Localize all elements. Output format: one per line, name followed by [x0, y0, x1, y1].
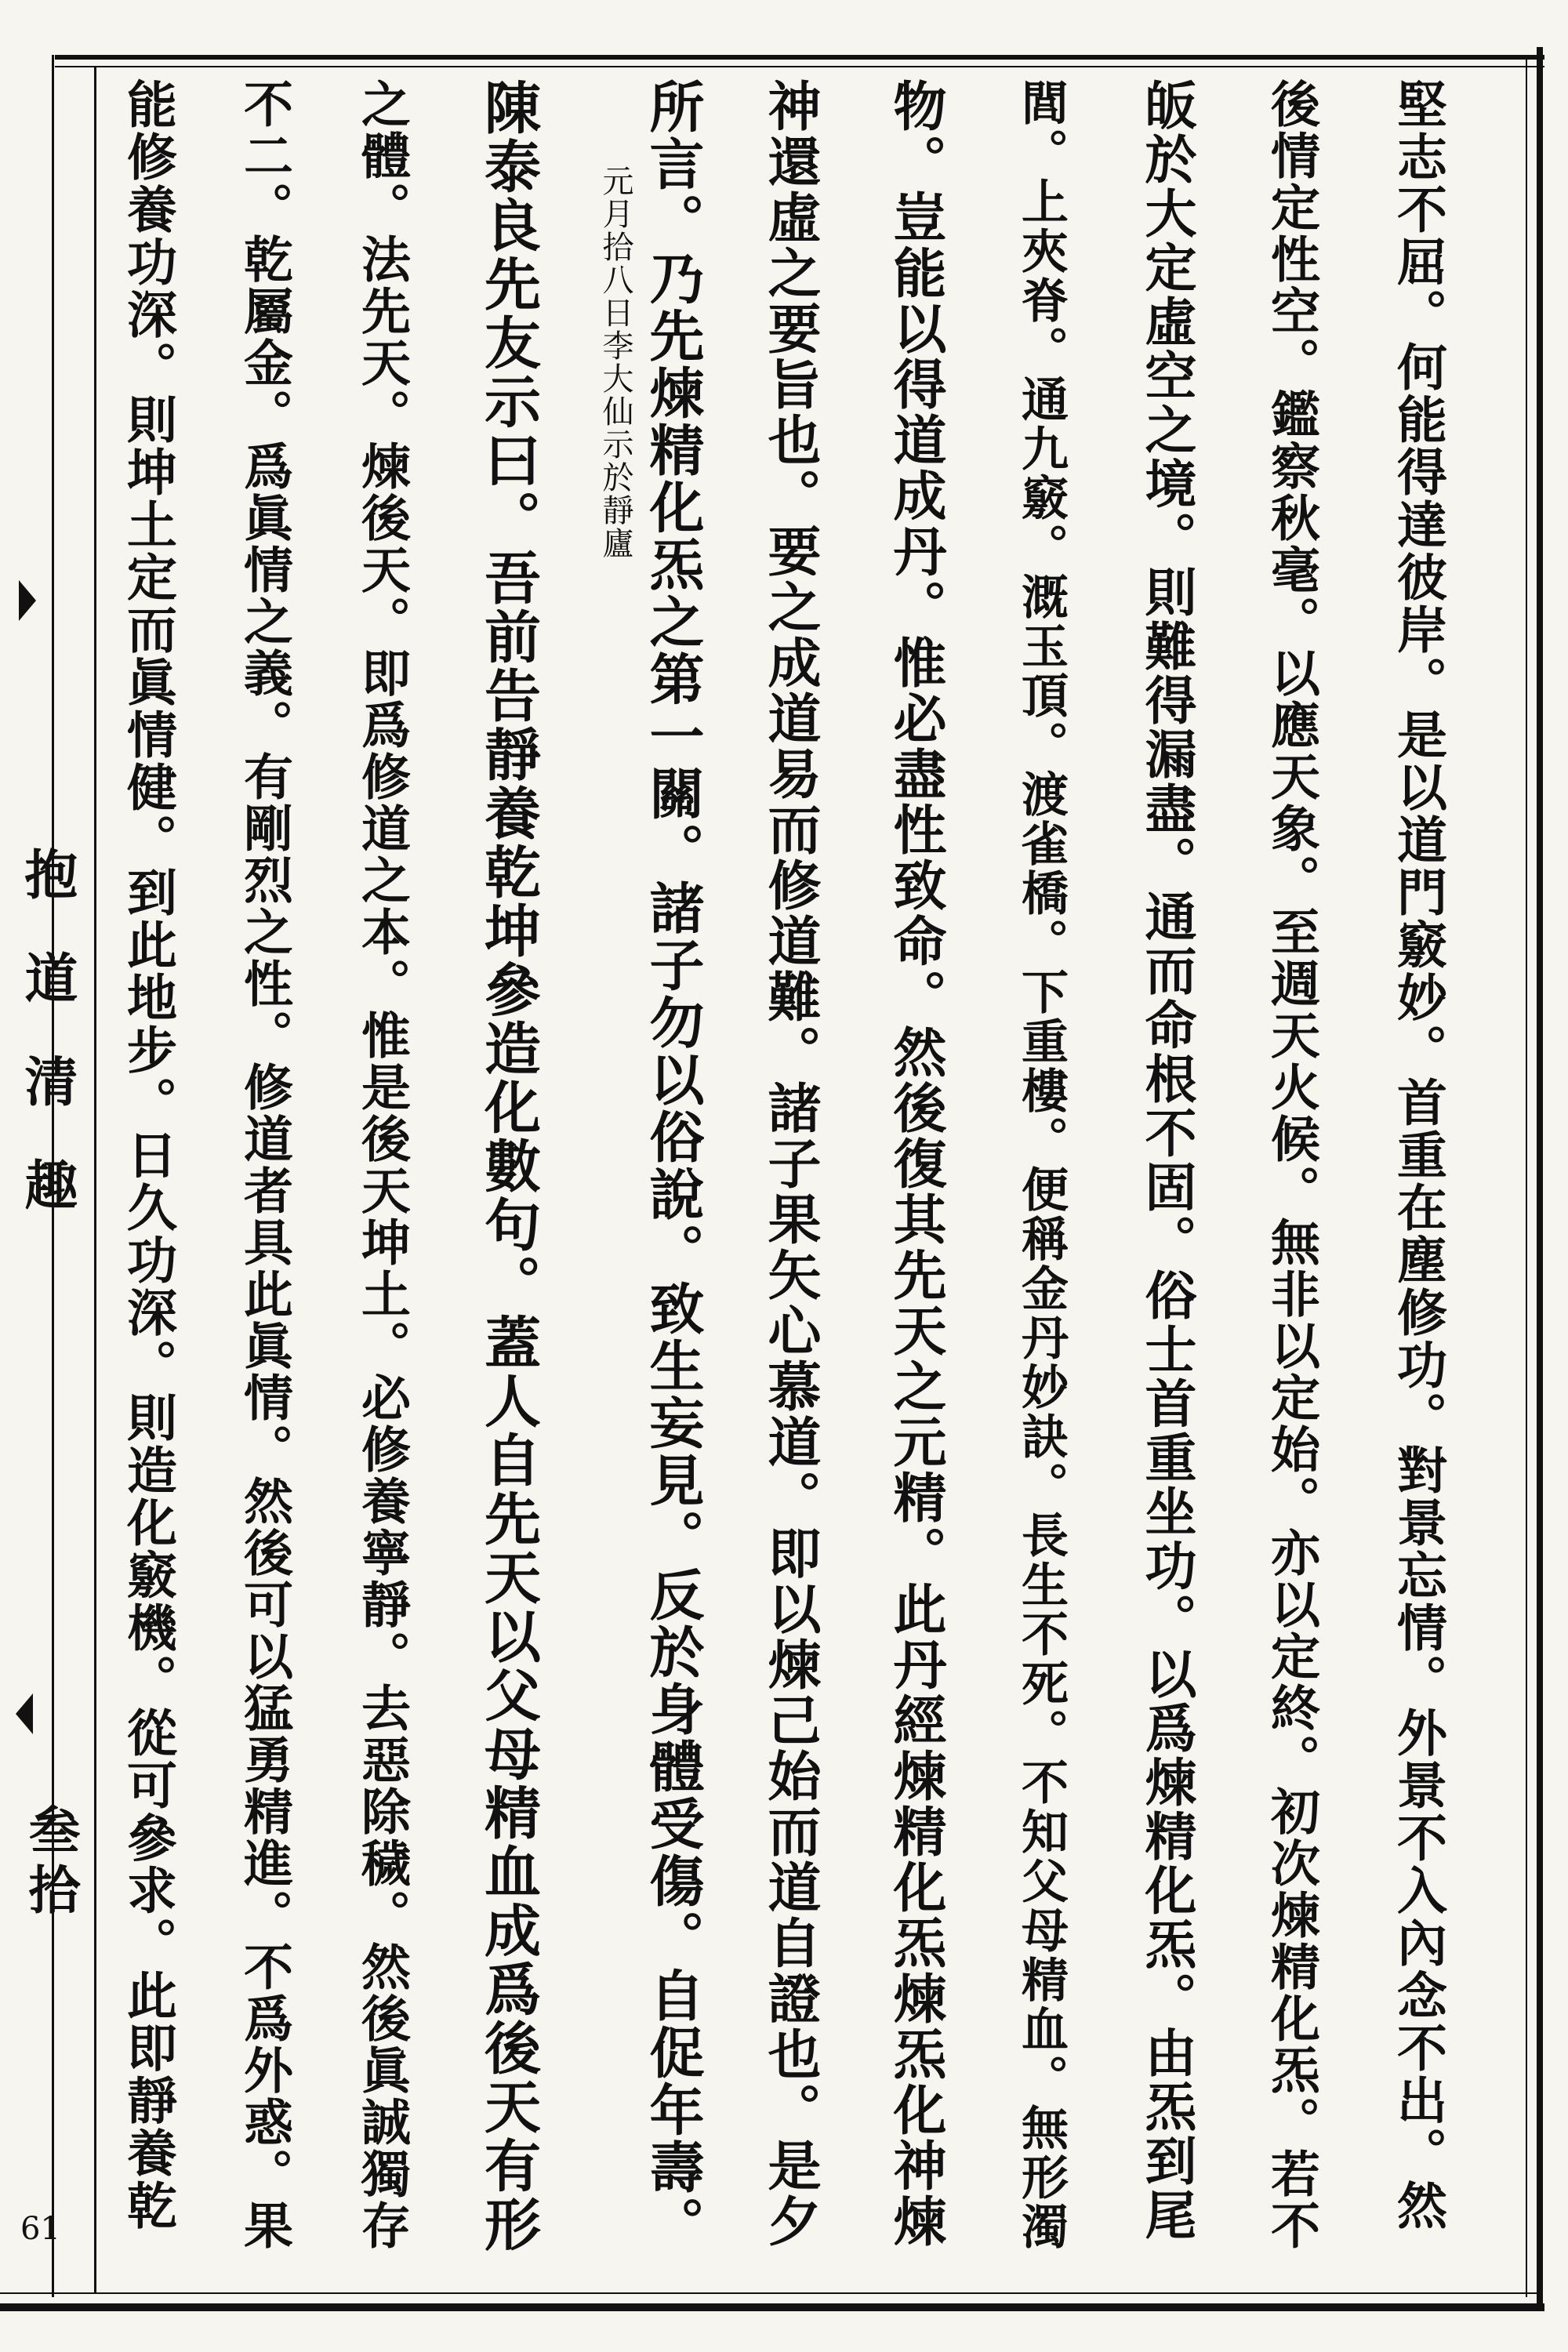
text-column-8: 陳泰良先友示曰。吾前告靜養乾坤參造化數句。蓋人自先天以父母精血成爲後天有形: [475, 78, 542, 2254]
text-column-5: 物。豈能以得道成丹。惟必盡性致命。然後復其先天之元精。此丹經煉精化炁煉炁化神煉: [884, 78, 947, 2249]
margin-rule-inner: [94, 67, 96, 2294]
frame-top-line: [55, 55, 1544, 60]
frame-top-inner-line: [55, 66, 1544, 67]
frame-bottom-inner-line: [0, 2292, 1537, 2294]
text-column-7: 所言。乃先煉精化炁之第一關。諸子勿以俗說。致生妄見。反於身體受傷。自促年壽。: [641, 78, 706, 2253]
text-column-9: 之體。法先天。煉後天。即爲修道之本。惟是後天坤土。必修養寧靜。去惡除穢。然後眞誠獨存: [354, 78, 412, 2252]
text-column-4: 閭。上夾脊。通九竅。溉玉頂。渡雀橋。下重樓。便稱金丹妙訣。長生不死。不知父母精血。無形濁: [1014, 78, 1069, 2252]
frame-right-line: [1537, 47, 1543, 2305]
text-column-1: 堅志不屈。何能得達彼岸。是以道門竅妙。首重在塵修功。對景忘情。外景不入內念不出。然: [1388, 78, 1447, 2232]
page-number: 61: [20, 2211, 60, 2247]
text-column-10: 不二。乾屬金。爲眞情之義。有剛烈之性。修道者具此眞情。然後可以猛勇精進。不爲外惑。果: [236, 78, 294, 2252]
text-column-2: 後情定性空。鑑察秋毫。以應天象。至週天火候。無非以定始。亦以定終。初次煉精化炁。若不: [1263, 78, 1321, 2252]
fishtail-bottom-icon: [16, 1693, 33, 1734]
margin-book-title: 抱道清趣: [16, 847, 78, 1261]
frame-bottom-line: [0, 2303, 1544, 2311]
margin-volume-label: 叁拾: [20, 1803, 81, 1922]
frame-right-inner-line: [1526, 55, 1527, 2297]
dated-note: 元月拾八日李大仙示於靜廬: [597, 165, 633, 560]
text-column-6: 神還虛之要旨也。要之成道易而修道難。諸子果矢心慕道。即以煉己始而道自證也。是夕: [759, 78, 822, 2249]
text-column-3: 皈於大定虛空之境。則難得漏盡。通而命根不固。俗士首重坐功。以爲煉精化炁。由炁到尾: [1136, 78, 1197, 2242]
text-column-11: 能修養功深。則坤土定而眞情健。到此地步。日久功深。則造化竅機。從可參求。此即靜養乾: [118, 78, 177, 2232]
fishtail-top-icon: [19, 580, 36, 621]
